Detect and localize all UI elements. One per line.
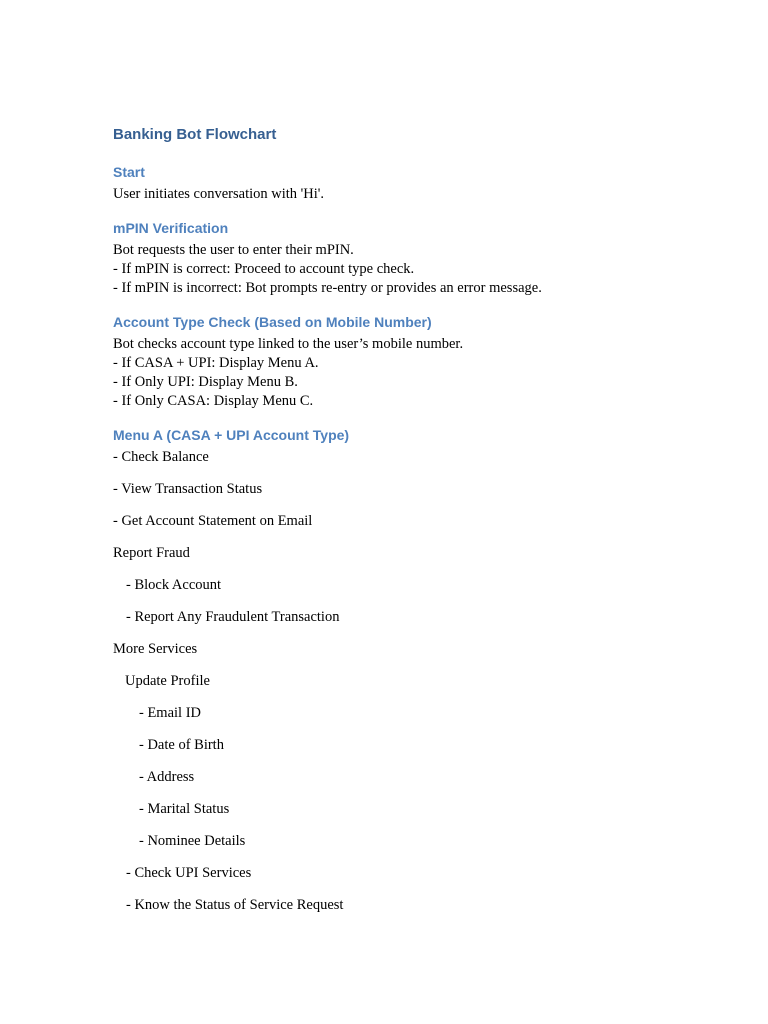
mpin-correct-rule: - If mPIN is correct: Proceed to account type check. xyxy=(113,261,415,277)
document-title: Banking Bot Flowchart xyxy=(113,126,277,143)
section-heading-start: Start xyxy=(113,164,145,180)
menu-item-email-id: - Email ID xyxy=(139,705,202,721)
mpin-request-text: Bot requests the user to enter their mPIN. xyxy=(113,242,354,258)
menu-item-marital-status: - Marital Status xyxy=(139,801,230,817)
menu-group-update-profile: Update Profile xyxy=(125,673,210,689)
menu-item-check-upi-services: - Check UPI Services xyxy=(126,865,252,881)
menu-item-block-account: - Block Account xyxy=(126,577,222,593)
menu-group-more-services: More Services xyxy=(113,641,198,657)
section-heading-menu-a: Menu A (CASA + UPI Account Type) xyxy=(113,427,350,443)
start-description: User initiates conversation with 'Hi'. xyxy=(113,186,325,202)
menu-item-nominee-details: - Nominee Details xyxy=(139,833,246,849)
menu-item-address: - Address xyxy=(139,769,195,785)
account-check-description: Bot checks account type linked to the user’s mobile number. xyxy=(113,336,464,352)
account-rule-only-upi: - If Only UPI: Display Menu B. xyxy=(113,374,298,390)
menu-item-service-request-status: - Know the Status of Service Request xyxy=(126,897,344,913)
section-heading-mpin-verification: mPIN Verification xyxy=(113,220,229,236)
account-rule-only-casa: - If Only CASA: Display Menu C. xyxy=(113,393,314,409)
account-rule-casa-upi: - If CASA + UPI: Display Menu A. xyxy=(113,355,319,371)
mpin-incorrect-rule: - If mPIN is incorrect: Bot prompts re-entry or provides an error message. xyxy=(113,280,542,296)
menu-item-account-statement-email: - Get Account Statement on Email xyxy=(113,513,313,529)
menu-group-report-fraud: Report Fraud xyxy=(113,545,190,561)
menu-item-check-balance: - Check Balance xyxy=(113,449,209,465)
menu-item-view-transaction-status: - View Transaction Status xyxy=(113,481,263,497)
section-heading-account-type-check: Account Type Check (Based on Mobile Number) xyxy=(113,314,432,330)
menu-item-date-of-birth: - Date of Birth xyxy=(139,737,224,753)
menu-item-report-fraudulent-transaction: - Report Any Fraudulent Transaction xyxy=(126,609,340,625)
